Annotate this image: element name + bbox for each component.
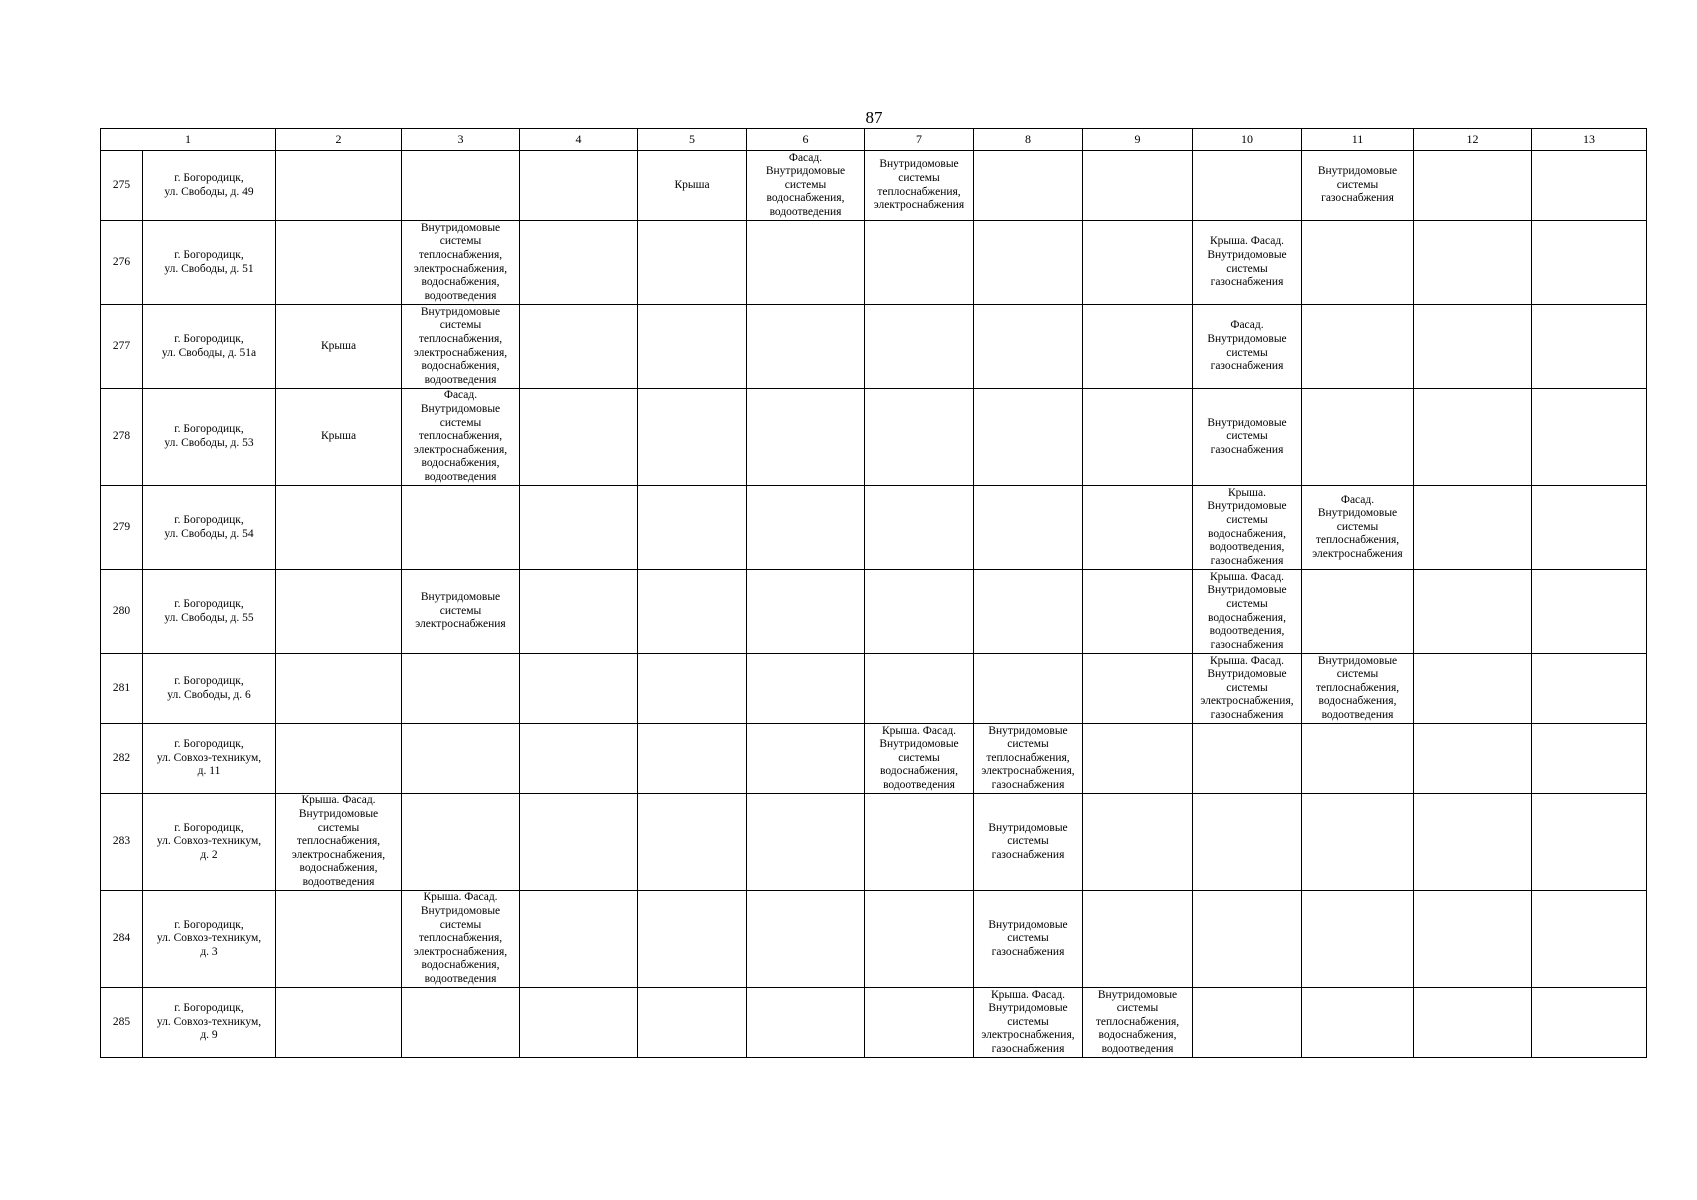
- work-cell-c2: Крыша. Фасад. Внутридомовые системы теплоснабжения, электроснабжения, водоснабжения, водоотведения: [276, 794, 402, 891]
- work-cell-c10: [1193, 794, 1302, 891]
- work-cell-c12: [1414, 486, 1532, 570]
- column-header: 6: [747, 129, 865, 151]
- work-cell-c11: [1302, 724, 1414, 794]
- work-cell-c7: Внутридомовые системы теплоснабжения, электроснабжения: [865, 151, 974, 221]
- work-cell-c2: [276, 151, 402, 221]
- column-header: 10: [1193, 129, 1302, 151]
- row-number-cell: 277: [101, 305, 143, 389]
- row-number-cell: 278: [101, 389, 143, 486]
- work-cell-c3: [402, 151, 520, 221]
- work-cell-c4: [520, 221, 638, 305]
- work-cell-c10: Фасад. Внутридомовые системы газоснабжения: [1193, 305, 1302, 389]
- row-number-cell: 282: [101, 724, 143, 794]
- row-number-cell: 284: [101, 891, 143, 988]
- table-row: [101, 221, 1647, 305]
- work-cell-c12: [1414, 305, 1532, 389]
- work-cell-c13: [1532, 654, 1647, 724]
- column-header: 11: [1302, 129, 1414, 151]
- work-cell-c6: [747, 724, 865, 794]
- work-cell-c2: Крыша: [276, 389, 402, 486]
- work-cell-c12: [1414, 724, 1532, 794]
- work-cell-c4: [520, 151, 638, 221]
- work-cell-c11: [1302, 570, 1414, 654]
- work-cell-c12: [1414, 794, 1532, 891]
- work-cell-c6: [747, 654, 865, 724]
- work-cell-c5: [638, 654, 747, 724]
- work-cell-c11: Внутридомовые системы газоснабжения: [1302, 151, 1414, 221]
- column-header: 9: [1083, 129, 1193, 151]
- work-cell-c2: [276, 221, 402, 305]
- work-cell-c2: [276, 570, 402, 654]
- work-cell-c3: Внутридомовые системы электроснабжения: [402, 570, 520, 654]
- work-cell-c2: [276, 891, 402, 988]
- row-number-cell: 280: [101, 570, 143, 654]
- row-number-cell: 283: [101, 794, 143, 891]
- work-cell-c5: [638, 305, 747, 389]
- work-cell-c11: [1302, 221, 1414, 305]
- column-number-row: [101, 129, 1647, 151]
- column-header: 1: [101, 129, 276, 151]
- address-cell: г. Богородицк, ул. Совхоз-техникум, д. 2: [143, 794, 276, 891]
- column-header: 2: [276, 129, 402, 151]
- work-cell-c4: [520, 570, 638, 654]
- work-cell-c13: [1532, 151, 1647, 221]
- table-row: [101, 891, 1647, 988]
- work-cell-c12: [1414, 891, 1532, 988]
- work-cell-c3: Крыша. Фасад. Внутридомовые системы теплоснабжения, электроснабжения, водоснабжения, водоотведения: [402, 891, 520, 988]
- work-cell-c9: [1083, 654, 1193, 724]
- work-cell-c4: [520, 794, 638, 891]
- work-cell-c11: Фасад. Внутридомовые системы теплоснабжения, электроснабжения: [1302, 486, 1414, 570]
- work-cell-c9: Внутридомовые системы теплоснабжения, водоснабжения, водоотведения: [1083, 988, 1193, 1058]
- row-number-cell: 276: [101, 221, 143, 305]
- work-cell-c7: [865, 389, 974, 486]
- work-cell-c7: [865, 794, 974, 891]
- work-cell-c4: [520, 486, 638, 570]
- work-cell-c3: [402, 794, 520, 891]
- table-row: [101, 724, 1647, 794]
- work-cell-c5: [638, 794, 747, 891]
- repair-schedule-table: [100, 128, 1647, 1058]
- work-cell-c13: [1532, 221, 1647, 305]
- row-number-cell: 281: [101, 654, 143, 724]
- work-cell-c3: Внутридомовые системы теплоснабжения, электроснабжения, водоснабжения, водоотведения: [402, 221, 520, 305]
- work-cell-c11: [1302, 389, 1414, 486]
- work-cell-c11: Внутридомовые системы теплоснабжения, водоснабжения, водоотведения: [1302, 654, 1414, 724]
- work-cell-c6: [747, 221, 865, 305]
- table-row: [101, 988, 1647, 1058]
- address-cell: г. Богородицк, ул. Свободы, д. 49: [143, 151, 276, 221]
- work-cell-c11: [1302, 305, 1414, 389]
- work-cell-c7: [865, 891, 974, 988]
- work-cell-c12: [1414, 570, 1532, 654]
- work-cell-c13: [1532, 389, 1647, 486]
- work-cell-c4: [520, 724, 638, 794]
- work-cell-c10: [1193, 724, 1302, 794]
- table-row: [101, 151, 1647, 221]
- column-header: 8: [974, 129, 1083, 151]
- row-number-cell: 275: [101, 151, 143, 221]
- work-cell-c7: [865, 988, 974, 1058]
- work-cell-c9: [1083, 486, 1193, 570]
- work-cell-c10: Крыша. Фасад. Внутридомовые системы газоснабжения: [1193, 221, 1302, 305]
- address-cell: г. Богородицк, ул. Свободы, д. 53: [143, 389, 276, 486]
- work-cell-c3: [402, 654, 520, 724]
- work-cell-c13: [1532, 305, 1647, 389]
- work-cell-c6: [747, 570, 865, 654]
- work-cell-c8: Крыша. Фасад. Внутридомовые системы электроснабжения, газоснабжения: [974, 988, 1083, 1058]
- column-header: 12: [1414, 129, 1532, 151]
- work-cell-c10: [1193, 891, 1302, 988]
- work-cell-c3: [402, 988, 520, 1058]
- work-cell-c9: [1083, 151, 1193, 221]
- column-header: 3: [402, 129, 520, 151]
- work-cell-c7: [865, 305, 974, 389]
- work-cell-c3: Внутридомовые системы теплоснабжения, электроснабжения, водоснабжения, водоотведения: [402, 305, 520, 389]
- work-cell-c10: [1193, 988, 1302, 1058]
- work-cell-c5: Крыша: [638, 151, 747, 221]
- work-cell-c13: [1532, 724, 1647, 794]
- work-cell-c3: Фасад. Внутридомовые системы теплоснабжения, электроснабжения, водоснабжения, водоотведения: [402, 389, 520, 486]
- work-cell-c8: [974, 570, 1083, 654]
- work-cell-c7: Крыша. Фасад. Внутридомовые системы водоснабжения, водоотведения: [865, 724, 974, 794]
- work-cell-c8: [974, 389, 1083, 486]
- work-cell-c10: Крыша. Фасад. Внутридомовые системы водоснабжения, водоотведения, газоснабжения: [1193, 570, 1302, 654]
- work-cell-c9: [1083, 305, 1193, 389]
- work-cell-c3: [402, 724, 520, 794]
- work-cell-c5: [638, 389, 747, 486]
- work-cell-c2: Крыша: [276, 305, 402, 389]
- work-cell-c4: [520, 988, 638, 1058]
- column-header: 13: [1532, 129, 1647, 151]
- work-cell-c13: [1532, 794, 1647, 891]
- work-cell-c4: [520, 891, 638, 988]
- work-cell-c4: [520, 389, 638, 486]
- work-cell-c11: [1302, 891, 1414, 988]
- row-number-cell: 285: [101, 988, 143, 1058]
- work-cell-c10: Внутридомовые системы газоснабжения: [1193, 389, 1302, 486]
- work-cell-c2: [276, 988, 402, 1058]
- table-row: [101, 794, 1647, 891]
- work-cell-c4: [520, 654, 638, 724]
- table-row: [101, 389, 1647, 486]
- column-header: 5: [638, 129, 747, 151]
- work-cell-c6: [747, 988, 865, 1058]
- work-cell-c6: [747, 305, 865, 389]
- address-cell: г. Богородицк, ул. Совхоз-техникум, д. 9: [143, 988, 276, 1058]
- work-cell-c12: [1414, 151, 1532, 221]
- work-cell-c5: [638, 724, 747, 794]
- table-row: [101, 570, 1647, 654]
- table-row: [101, 654, 1647, 724]
- work-cell-c4: [520, 305, 638, 389]
- work-cell-c10: Крыша. Внутридомовые системы водоснабжения, водоотведения, газоснабжения: [1193, 486, 1302, 570]
- work-cell-c8: [974, 305, 1083, 389]
- work-cell-c8: [974, 654, 1083, 724]
- work-cell-c8: Внутридомовые системы теплоснабжения, электроснабжения, газоснабжения: [974, 724, 1083, 794]
- address-cell: г. Богородицк, ул. Совхоз-техникум, д. 3: [143, 891, 276, 988]
- work-cell-c13: [1532, 988, 1647, 1058]
- table-row: [101, 486, 1647, 570]
- work-cell-c13: [1532, 570, 1647, 654]
- work-cell-c8: Внутридомовые системы газоснабжения: [974, 891, 1083, 988]
- work-cell-c2: [276, 486, 402, 570]
- column-header: 7: [865, 129, 974, 151]
- row-number-cell: 279: [101, 486, 143, 570]
- work-cell-c13: [1532, 891, 1647, 988]
- work-cell-c2: [276, 654, 402, 724]
- work-cell-c6: [747, 389, 865, 486]
- work-cell-c13: [1532, 486, 1647, 570]
- work-cell-c3: [402, 486, 520, 570]
- work-cell-c8: [974, 486, 1083, 570]
- work-cell-c10: Крыша. Фасад. Внутридомовые системы электроснабжения, газоснабжения: [1193, 654, 1302, 724]
- work-cell-c7: [865, 654, 974, 724]
- work-cell-c6: [747, 891, 865, 988]
- work-cell-c6: [747, 486, 865, 570]
- work-cell-c12: [1414, 389, 1532, 486]
- work-cell-c11: [1302, 794, 1414, 891]
- work-cell-c6: [747, 794, 865, 891]
- work-cell-c9: [1083, 724, 1193, 794]
- address-cell: г. Богородицк, ул. Свободы, д. 54: [143, 486, 276, 570]
- work-cell-c6: Фасад. Внутридомовые системы водоснабжения, водоотведения: [747, 151, 865, 221]
- work-cell-c5: [638, 891, 747, 988]
- work-cell-c8: Внутридомовые системы газоснабжения: [974, 794, 1083, 891]
- work-cell-c5: [638, 486, 747, 570]
- work-cell-c11: [1302, 988, 1414, 1058]
- page-number: 87: [865, 108, 883, 127]
- address-cell: г. Богородицк, ул. Свободы, д. 55: [143, 570, 276, 654]
- work-cell-c2: [276, 724, 402, 794]
- address-cell: г. Богородицк, ул. Свободы, д. 51: [143, 221, 276, 305]
- work-cell-c12: [1414, 654, 1532, 724]
- work-cell-c7: [865, 570, 974, 654]
- work-cell-c8: [974, 221, 1083, 305]
- work-cell-c5: [638, 221, 747, 305]
- work-cell-c5: [638, 988, 747, 1058]
- table-row: [101, 305, 1647, 389]
- address-cell: г. Богородицк, ул. Совхоз-техникум, д. 11: [143, 724, 276, 794]
- work-cell-c9: [1083, 891, 1193, 988]
- work-cell-c9: [1083, 221, 1193, 305]
- work-cell-c8: [974, 151, 1083, 221]
- work-cell-c5: [638, 570, 747, 654]
- work-cell-c7: [865, 486, 974, 570]
- work-cell-c10: [1193, 151, 1302, 221]
- work-cell-c9: [1083, 794, 1193, 891]
- address-cell: г. Богородицк, ул. Свободы, д. 6: [143, 654, 276, 724]
- work-cell-c7: [865, 221, 974, 305]
- column-header: 4: [520, 129, 638, 151]
- work-cell-c9: [1083, 389, 1193, 486]
- work-cell-c12: [1414, 988, 1532, 1058]
- address-cell: г. Богородицк, ул. Свободы, д. 51а: [143, 305, 276, 389]
- work-cell-c12: [1414, 221, 1532, 305]
- work-cell-c9: [1083, 570, 1193, 654]
